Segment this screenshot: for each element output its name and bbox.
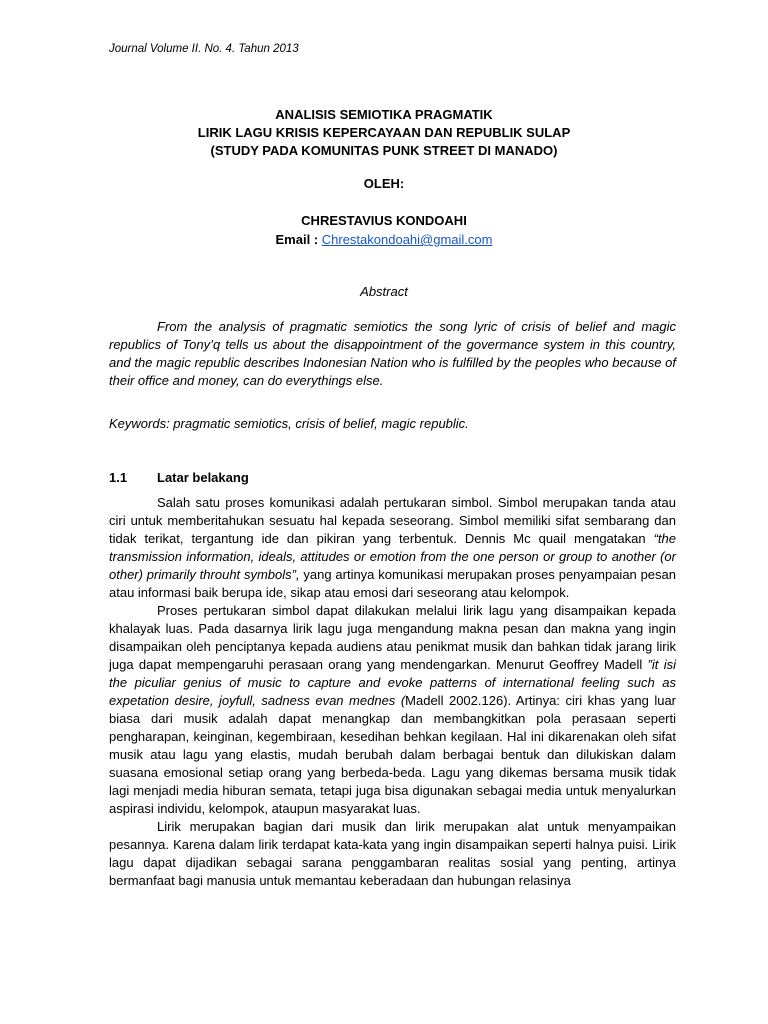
- abstract-heading: Abstract: [360, 284, 408, 299]
- title-line-3: (STUDY PADA KOMUNITAS PUNK STREET DI MANADO): [210, 143, 558, 158]
- section-heading: [109, 470, 249, 485]
- paragraph-2-text-a: Proses pertukaran simbol dapat dilakukan melalui lirik lagu yang disampaikan kepada khalayak luas. Pada dasarnya lirik lagu juga mengandung makna pesan dan makna yang ingin disampaikan oleh penciptanya kepada audiens atau penikmat musik dan bahkan tidak jarang lirik juga dapat mempengaruhi perasaan orang yang mendengarkan. Menurut Geoffrey Madell: [109, 603, 676, 672]
- paragraph-2-text-b: Madell 2002.126). Artinya: ciri khas yang luar biasa dari musik adalah dapat menangkap dan membangkitkan pola perasaan seperti pengharapan, keinginan, kegembiraan, kesedihan behkan kegilaan. Hal ini dikarenakan oleh sifat musik atau lagu yang elastis, mudah berubah dalam berbagai bentuk dan dilukiskan dalam suasana emosional setiap orang yang berbeda-beda. Lagu yang dikemas bersama musik tidak lagi menjadi media hiburan semata, tetapi juga bisa digunakan sebagai media untuk menyalurkan aspirasi individu, kelompok, ataupun masyarakat luas.: [109, 693, 677, 816]
- paragraph-1: [109, 494, 676, 602]
- paragraph-1-text-b: yang artinya komunikasi merupakan proses penyampaian pesan atau informasi baik berupa ide, sikap atau emosi dari seseorang atau kelompok.: [109, 567, 677, 600]
- email-line: [0, 230, 768, 249]
- title-line-1: ANALISIS SEMIOTIKA PRAGMATIK: [275, 107, 493, 122]
- section-title: Latar belakang: [157, 470, 249, 485]
- keywords: Keywords: pragmatic semiotics, crisis of belief, magic republic.: [109, 416, 469, 431]
- section-number: 1.1: [109, 470, 128, 485]
- paragraph-1-text-a: Salah satu proses komunikasi adalah pertukaran simbol. Simbol merupakan tanda atau ciri untuk memberitahukan sesuatu hal kepada seseorang. Simbol memiliki sifat sembarang dan tidak terikat, tergantung ide dan pikiran yang terbentuk. Dennis Mc quail mengatakan: [109, 495, 676, 546]
- paper-title: [0, 106, 768, 160]
- abstract-body: From the analysis of pragmatic semiotics the song lyric of crisis of belief and magic republics of Tony’q tells us about the disappointment of the govermance system in this country, and the magic republic describes Indonesian Nation who is fulfilled by the peoples who because of their office and money, can do everythings else.: [109, 319, 676, 388]
- paragraph-3: Lirik merupakan bagian dari musik dan lirik merupakan alat untuk menyampaikan pesannya. Karena dalam lirik terdapat kata-kata yang ingin disampaikan seperti halnya puisi. Lirik lagu dapat dijadikan sebagai sarana penggambaran realitas sosial yang penting, artinya bermanfaat bagi manusia untuk memantau keberadaan dan hubungan relasinya: [109, 819, 676, 888]
- journal-header: Journal Volume II. No. 4. Tahun 2013: [109, 43, 299, 55]
- author-block: [0, 211, 768, 249]
- author-name: CHRESTAVIUS KONDOAHI: [301, 213, 467, 228]
- email-link[interactable]: Chrestakondoahi@gmail.com: [321, 232, 493, 247]
- email-label: Email :: [275, 232, 322, 247]
- oleh-label: OLEH:: [363, 176, 405, 191]
- section-body: [109, 494, 676, 890]
- paragraph-2: [109, 602, 676, 818]
- title-line-2: LIRIK LAGU KRISIS KEPERCAYAAN DAN REPUBLIK SULAP: [197, 125, 571, 140]
- paragraph-1-quote: “the transmission information, ideals, attitudes or emotion from the one person or group to another (or other) primarily throuht symbols”,: [109, 531, 676, 582]
- paragraph-2-quote: ”it isi the piculiar genius of music to capture and evoke patterns of international feeling such as expetation desire, joyfull, sadness evan mednes (: [109, 657, 676, 708]
